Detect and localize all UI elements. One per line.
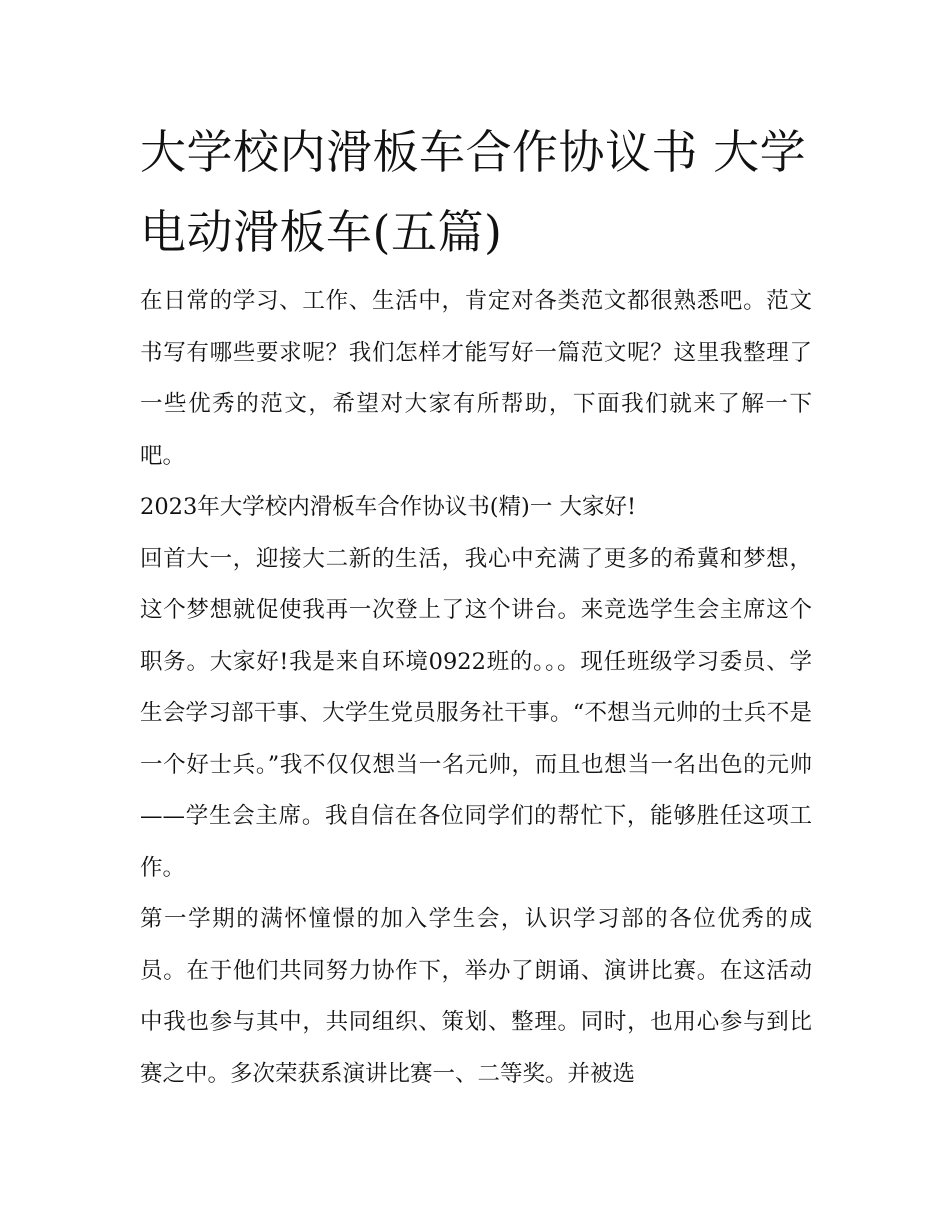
body-paragraph: 回首大一，迎接大二新的生活，我心中充满了更多的希冀和梦想，这个梦想就促使我再一次登上了这个讲台。来竞选学生会主席这个职务。大家好!我是来自环境0922班的。。。现任班级学习委员、学生会学习部干事、大学生党员服务社干事。“不想当元帅的士兵不是一个好士兵。”我不仅仅想当一名元帅，而且也想当一名出色的元帅——学生会主席。我自信在各位同学们的帮忙下，能够胜任这项工作。 — [140, 545, 812, 881]
intro-paragraph: 在日常的学习、工作、生活中，肯定对各类范文都很熟悉吧。范文书写有哪些要求呢？我们怎样才能写好一篇范文呢？这里我整理了一些优秀的范文，希望对大家有所帮助，下面我们就来了解一下吧。 — [140, 288, 812, 469]
section-heading-line: 2023年大学校内滑板车合作协议书(精)一 大家好! — [140, 494, 637, 520]
document-page — [140, 112, 812, 1100]
document-title: 大学校内滑板车合作协议书 大学电动滑板车(五篇) — [140, 125, 807, 259]
body-paragraph: 第一学期的满怀憧憬的加入学生会，认识学习部的各位优秀的成员。在于他们共同努力协作下，举办了朗诵、演讲比赛。在这活动中我也参与其中，共同组织、策划、整理。同时，也用心参与到比赛之中。多次荣获系演讲比赛一、二等奖。并被选 — [140, 906, 812, 1087]
